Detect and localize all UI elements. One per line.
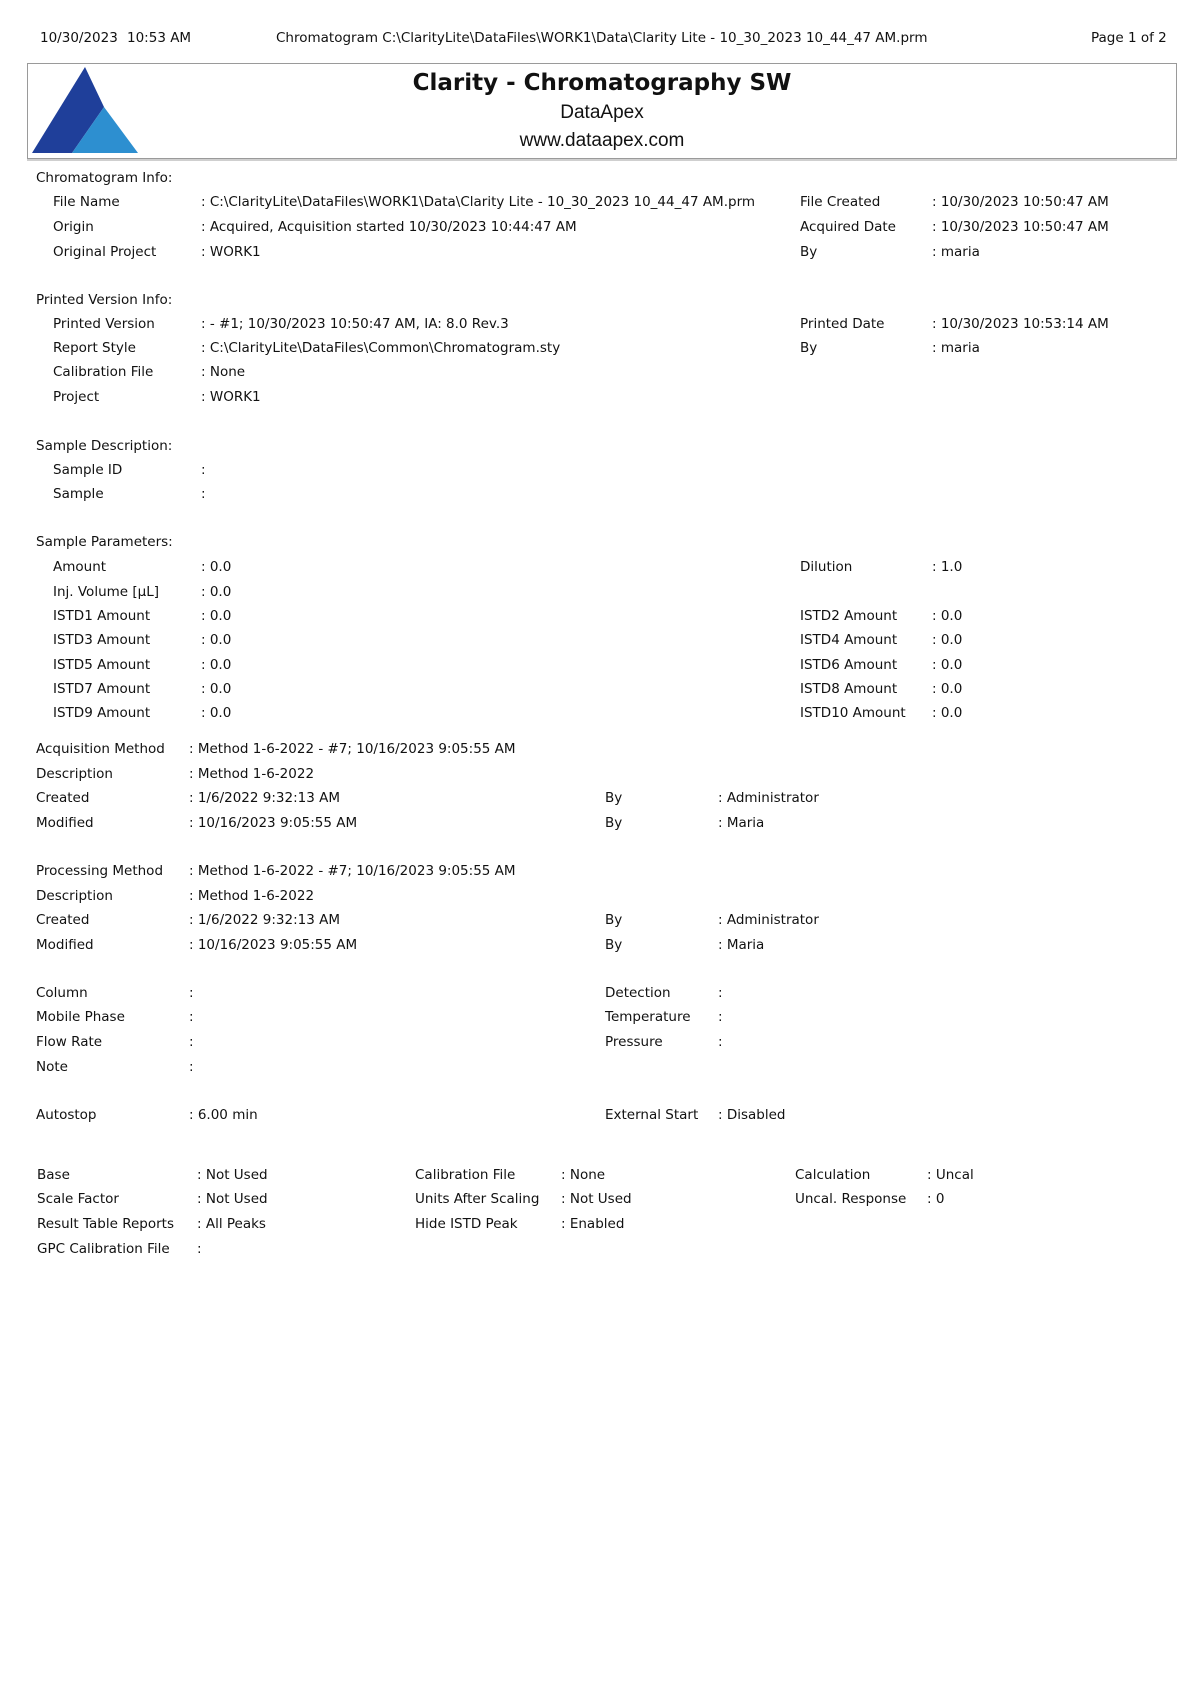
field-label: ISTD2 Amount bbox=[800, 608, 898, 624]
field-value: : bbox=[201, 486, 206, 502]
field-value: : Acquired, Acquisition started 10/30/2023 10:44:47 AM bbox=[201, 219, 577, 235]
field-label: Detection bbox=[605, 985, 671, 1001]
field-label: Base bbox=[37, 1167, 70, 1183]
print-time: 10:53 AM bbox=[127, 30, 192, 46]
field-value: : Method 1-6-2022 - #7; 10/16/2023 9:05:55 AM bbox=[189, 863, 516, 879]
field-value: : 10/16/2023 9:05:55 AM bbox=[189, 937, 358, 953]
field-value: : bbox=[197, 1241, 202, 1257]
field-value: : Administrator bbox=[718, 912, 819, 928]
field-label: By bbox=[605, 912, 623, 928]
field-label: ISTD5 Amount bbox=[53, 657, 151, 673]
field-value: : Not Used bbox=[197, 1191, 268, 1207]
field-label: Autostop bbox=[36, 1107, 97, 1123]
field-label: Origin bbox=[53, 219, 94, 235]
field-label: ISTD10 Amount bbox=[800, 705, 906, 721]
field-value: : Administrator bbox=[718, 790, 819, 806]
field-value: : 6.00 min bbox=[189, 1107, 258, 1123]
field-value: : C:\ClarityLite\DataFiles\WORK1\Data\Clarity Lite - 10_30_2023 10_44_47 AM.prm bbox=[201, 194, 756, 210]
field-value: : 10/30/2023 10:50:47 AM bbox=[932, 219, 1109, 235]
section-heading: Printed Version Info: bbox=[36, 292, 173, 308]
field-value: : 0.0 bbox=[201, 559, 232, 575]
field-label: Modified bbox=[36, 815, 94, 831]
field-value: : 0.0 bbox=[932, 705, 963, 721]
field-value: : maria bbox=[932, 340, 980, 356]
field-label: Hide ISTD Peak bbox=[415, 1216, 518, 1232]
field-label: ISTD1 Amount bbox=[53, 608, 151, 624]
field-label: Calibration File bbox=[53, 364, 154, 380]
field-label: Description bbox=[36, 766, 113, 782]
field-label: ISTD3 Amount bbox=[53, 632, 151, 648]
field-label: Calibration File bbox=[415, 1167, 516, 1183]
field-value: : Enabled bbox=[561, 1216, 625, 1232]
field-value: : None bbox=[561, 1167, 606, 1183]
company-website: www.dataapex.com bbox=[519, 130, 685, 151]
field-label: Description bbox=[36, 888, 113, 904]
field-label: Created bbox=[36, 790, 90, 806]
field-value: : 1/6/2022 9:32:13 AM bbox=[189, 912, 340, 928]
field-label: ISTD4 Amount bbox=[800, 632, 898, 648]
section-heading: Sample Parameters: bbox=[36, 534, 173, 550]
field-value: : C:\ClarityLite\DataFiles\Common\Chromatogram.sty bbox=[201, 340, 561, 356]
field-value: : - #1; 10/30/2023 10:50:47 AM, IA: 8.0 Rev.3 bbox=[201, 316, 509, 332]
field-value: : 0.0 bbox=[932, 657, 963, 673]
field-value: : Uncal bbox=[927, 1167, 974, 1183]
field-label: Modified bbox=[36, 937, 94, 953]
field-label: By bbox=[800, 244, 818, 260]
field-label: Uncal. Response bbox=[795, 1191, 907, 1207]
field-value: : 0.0 bbox=[201, 608, 232, 624]
field-label: Scale Factor bbox=[37, 1191, 119, 1207]
field-label: Inj. Volume [μL] bbox=[53, 584, 160, 600]
field-label: GPC Calibration File bbox=[37, 1241, 170, 1257]
field-label: ISTD6 Amount bbox=[800, 657, 898, 673]
field-label: Printed Date bbox=[800, 316, 885, 332]
field-value: : All Peaks bbox=[197, 1216, 266, 1232]
section-heading: Sample Description: bbox=[36, 438, 173, 454]
field-value: : bbox=[718, 1009, 723, 1025]
field-value: : bbox=[201, 462, 206, 478]
field-label: Units After Scaling bbox=[415, 1191, 540, 1207]
field-value: : maria bbox=[932, 244, 980, 260]
field-label: ISTD8 Amount bbox=[800, 681, 898, 697]
field-label: Mobile Phase bbox=[36, 1009, 125, 1025]
field-value: : bbox=[718, 985, 723, 1001]
field-label: Project bbox=[53, 389, 100, 405]
field-value: : 0.0 bbox=[201, 632, 232, 648]
field-label: Sample bbox=[53, 486, 104, 502]
field-label: Sample ID bbox=[53, 462, 123, 478]
field-value: : 0.0 bbox=[201, 681, 232, 697]
field-value: : Not Used bbox=[561, 1191, 632, 1207]
field-label: Acquired Date bbox=[800, 219, 896, 235]
field-label: Dilution bbox=[800, 559, 853, 575]
field-value: : bbox=[718, 1034, 723, 1050]
field-label: Original Project bbox=[53, 244, 157, 260]
field-label: Acquisition Method bbox=[36, 741, 165, 757]
field-label: Printed Version bbox=[53, 316, 155, 332]
document-title: Chromatogram C:\ClarityLite\DataFiles\WORK1\Data\Clarity Lite - 10_30_2023 10_44_47 AM.prm bbox=[276, 30, 928, 46]
field-value: : 1.0 bbox=[932, 559, 963, 575]
field-label: By bbox=[605, 937, 623, 953]
field-label: Amount bbox=[53, 559, 107, 575]
field-label: File Created bbox=[800, 194, 881, 210]
field-value: : None bbox=[201, 364, 246, 380]
field-label: Temperature bbox=[605, 1009, 691, 1025]
field-label: Result Table Reports bbox=[37, 1216, 174, 1232]
field-value: : 1/6/2022 9:32:13 AM bbox=[189, 790, 340, 806]
field-value: : bbox=[189, 985, 194, 1001]
field-value: : Maria bbox=[718, 937, 765, 953]
field-label: By bbox=[800, 340, 818, 356]
field-label: Processing Method bbox=[36, 863, 164, 879]
company-name: DataApex bbox=[560, 102, 644, 123]
field-label: By bbox=[605, 815, 623, 831]
field-value: : Disabled bbox=[718, 1107, 786, 1123]
field-label: Report Style bbox=[53, 340, 136, 356]
field-value: : 10/16/2023 9:05:55 AM bbox=[189, 815, 358, 831]
field-value: : 10/30/2023 10:50:47 AM bbox=[932, 194, 1109, 210]
field-value: : bbox=[189, 1009, 194, 1025]
section-heading: Chromatogram Info: bbox=[36, 170, 173, 186]
field-value: : WORK1 bbox=[201, 244, 261, 260]
field-value: : Maria bbox=[718, 815, 765, 831]
field-value: : 0.0 bbox=[201, 584, 232, 600]
report-banner bbox=[27, 63, 1177, 159]
field-label: Note bbox=[36, 1059, 68, 1075]
field-label: By bbox=[605, 790, 623, 806]
app-title: Clarity - Chromatography SW bbox=[412, 70, 792, 96]
field-value: : Method 1-6-2022 - #7; 10/16/2023 9:05:55 AM bbox=[189, 741, 516, 757]
field-value: : 0.0 bbox=[201, 705, 232, 721]
field-value: : bbox=[189, 1059, 194, 1075]
field-label: External Start bbox=[605, 1107, 699, 1123]
field-value: : Method 1-6-2022 bbox=[189, 888, 315, 904]
field-value: : 0 bbox=[927, 1191, 945, 1207]
field-value: : 0.0 bbox=[201, 657, 232, 673]
field-label: ISTD9 Amount bbox=[53, 705, 151, 721]
field-label: Created bbox=[36, 912, 90, 928]
field-label: Column bbox=[36, 985, 88, 1001]
field-value: : WORK1 bbox=[201, 389, 261, 405]
field-label: Calculation bbox=[795, 1167, 871, 1183]
field-label: ISTD7 Amount bbox=[53, 681, 151, 697]
field-value: : 10/30/2023 10:53:14 AM bbox=[932, 316, 1109, 332]
field-label: Pressure bbox=[605, 1034, 663, 1050]
field-value: : bbox=[189, 1034, 194, 1050]
print-date: 10/30/2023 bbox=[40, 30, 118, 46]
field-value: : 0.0 bbox=[932, 632, 963, 648]
field-value: : Not Used bbox=[197, 1167, 268, 1183]
page-number: Page 1 of 2 bbox=[1091, 30, 1167, 46]
field-value: : 0.0 bbox=[932, 608, 963, 624]
field-value: : Method 1-6-2022 bbox=[189, 766, 315, 782]
field-label: Flow Rate bbox=[36, 1034, 103, 1050]
field-value: : 0.0 bbox=[932, 681, 963, 697]
field-label: File Name bbox=[53, 194, 120, 210]
